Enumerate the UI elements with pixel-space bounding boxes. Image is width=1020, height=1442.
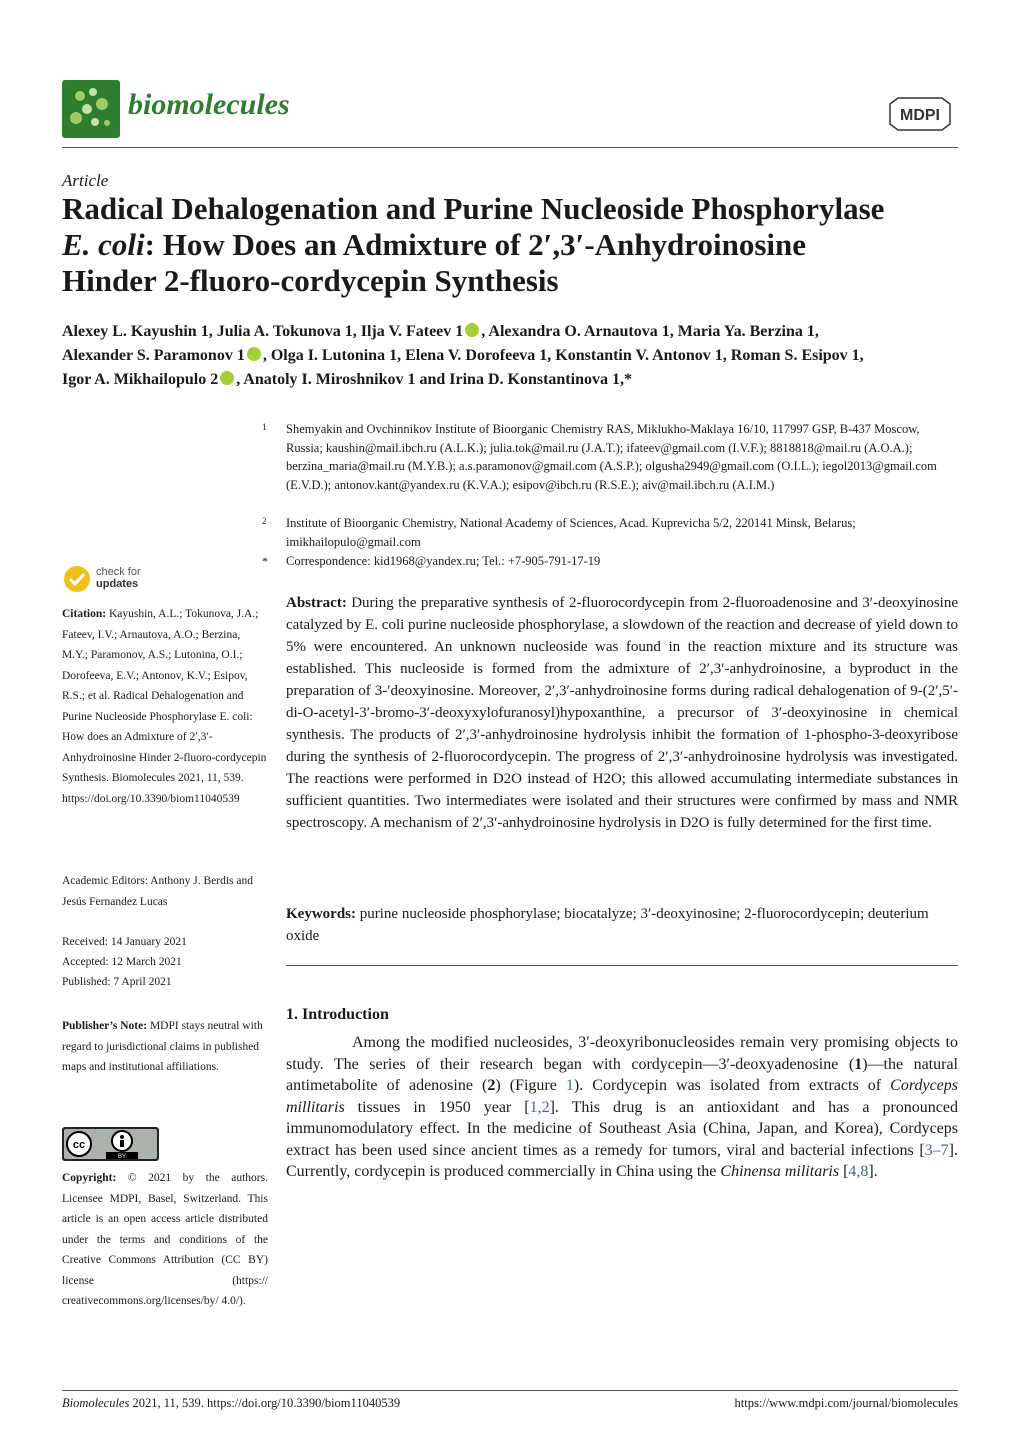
author-list: Alexey L. Kayushin 1, Julia A. Tokunova 1, Ilja V. Fateev 1 , Alexandra O. Arnautova 1, Maria Ya. Berzina 1, Alexander S. Paramonov 1 , Olga I. Lutonina 1, Elena V. Dorofeeva 1, Konstantin V. Antonov 1, Roman S. Esipov 1, Igor A. Mikhailopulo 2 , Anatoly I. Miroshnikov 1 and Irina D. Konstantinova 1,* [62,323,864,388]
check-for-updates-badge[interactable]: check for updates [62,562,162,594]
publisher-note: Publisher’s Note: MDPI stays neutral with regard to jurisdictional claims in published maps and institutional affiliations. [62,1020,263,1073]
received-date: Received: 14 January 2021 [62,936,187,948]
citation: Citation: Kayushin, A.L.; Tokunova, J.A.; Fateev, I.V.; Arnautova, A.O.; Berzina, M.Y.; Paramonov, A.S.; Lutonina, O.I.; Dorofeeva, E.V.; Antonov, K.V.; Esipov, R.S.; et al. Radical Dehalogenation and Purine Nucleoside Phosphorylase E. coli: How does an Admixture of 2′,3′-Anhydroinosine Hinder 2-fluoro-cordycepin Synthesis. Biomolecules 2021, 11, 539. https://doi.org/10.3390/biom11040539 [62,608,267,805]
svg-text:cc: cc [72,1139,86,1151]
journal-logo [62,80,120,138]
article-title: Radical Dehalogenation and Purine Nucleoside Phosphorylase E. coli: How Does an Admixture of 2′,3′-Anhydroinosine Hinder 2-fluoro-cordycepin Synthesis [62,191,885,298]
header-divider [62,147,958,148]
reference-link[interactable]: 3–7 [924,1141,949,1159]
copyright-notice: Copyright: © 2021 by the authors. Licensee MDPI, Basel, Switzerland. This article is an open access article distributed under the terms and conditions of the Creative Commons Attribution (CC BY) license (https:// creativecommons.org/licenses/by/ 4.0/). [62,1172,268,1307]
affiliation-1: 1 Shemyakin and Ovchinnikov Institute of Bioorganic Chemistry RAS, Miklukho-Maklaya 16/10, 117997 GSP, B-437 Moscow, Russia; kaushin@mail.ibch.ru (A.L.K.); julia.tok@mail.ru (J.A.T.); ifateev@gmail.com (I.V.F.); 8818818@mail.ru (A.O.A.); berzina_maria@mail.ru (M.Y.B.); a.s.paramonov@gmail.com (A.S.P.); olgusha2949@gmail.com (O.I.L.); iegol2013@gmail.com (E.V.D.); antonov.kant@yandex.ru (K.V.A.); esipov@ibch.ru (R.S.E.); aiv@mail.ibch.ru (A.I.M.) [262,422,937,492]
figure-link[interactable]: 1 [565,1077,574,1094]
footer-journal-url[interactable]: https://www.mdpi.com/journal/biomolecules [734,1396,958,1410]
molecule-dots-icon [62,80,120,138]
abstract: Abstract: During the preparative synthesis of 2-fluorocordycepin from 2-fluoroadenosine and 3′-deoxyinosine catalyzed by E. coli purine nucleoside phosphorylase, a slowdown of the reaction and decrease of yield down to 5% were encountered. An unknown nucleoside was found in the reaction mixture and its structure was established. This nucleoside is formed from the admixture of 2′,3′-anhydroinosine, a byproduct in the preparation of 3-′deoxyinosine. Moreover, 2′,3′-anhydroinosine forms during radical dehalogenation of 9-(2′,5′-di-O-acetyl-3′-bromo-3′-deoxyxylofuranosyl)hypoxanthine, a precursor of 3′-deoxyinosine in chemical synthesis. The products of 2′,3′-anhydroinosine hydrolysis inhibit the formation of 1-phospho-3-deoxyribose during the synthesis of 2-fluorocordycepin. The progress of 2′,3′-anhydroinosine hydrolysis was investigated. The reactions were performed in D2O instead of H2O; this allowed accumulating intermediate substances in sufficient quantities. Two intermediates were isolated and their structures were confirmed by mass and NMR spectroscopy. A mechanism of 2′,3′-anhydroinosine hydrolysis in D2O is fully determined for the first time. [286,595,958,831]
reference-link[interactable]: 4,8 [848,1163,869,1180]
affiliation-2: 2 Institute of Bioorganic Chemistry, National Academy of Sciences, Acad. Kuprevicha 5/2, 220141 Minsk, Belarus; imikhailopulo@gmail.com [262,516,856,549]
academic-editors: Academic Editors: Anthony J. Berdis and Jesús Fernandez Lucas [62,875,253,908]
section-divider [286,965,958,966]
orcid-icon[interactable] [465,323,479,337]
keywords: Keywords: purine nucleoside phosphorylase; biocatalyze; 3′-deoxyinosine; 2-fluorocordycepin; deuterium oxide [286,906,929,944]
publisher-logo[interactable] [884,96,956,132]
orcid-icon[interactable] [247,347,261,361]
article-type: Article [62,171,109,190]
reference-link[interactable]: 1,2 [529,1098,550,1116]
footer-citation: Biomolecules 2021, 11, 539. https://doi.org/10.3390/biom11040539 [62,1396,401,1410]
svg-text:MDPI: MDPI [900,107,940,124]
cc-by-license-badge[interactable] [62,1127,159,1161]
correspondence: * Correspondence: kid1968@yandex.ru; Tel.: +7-905-791-17-19 [262,554,601,568]
section-heading: 1. Introduction [286,1006,389,1023]
checkmark-icon [62,564,92,594]
orcid-icon[interactable] [220,371,234,385]
svg-text:BY: BY [117,1154,127,1160]
accepted-date: Accepted: 12 March 2021 [62,956,182,968]
published-date: Published: 7 April 2021 [62,976,172,988]
footer-divider [62,1390,958,1391]
journal-name[interactable]: biomolecules [128,88,290,121]
introduction-paragraph: Among the modified nucleosides, 3′-deoxyribonucleosides remain very promising objects to study. The series of their research began with cordycepin—3′-deoxyadenosine (1)—the natural antimetabolite of adenosine (2) (Figure 1). Cordycepin was isolated from extracts of Cordyceps millitaris tissues in 1950 year [1,2]. This drug is an antioxidant and has a pronounced immunomodulatory effect. In the medicine of Southeast Asia (China, Japan, and Korea), Cordyceps extract has been used since ancient times as a remedy for tumors, viral and bacterial infections [3–7]. Currently, cordycepin is produced commercially in China using the Chinensa militaris [4,8]. [286,1034,958,1180]
